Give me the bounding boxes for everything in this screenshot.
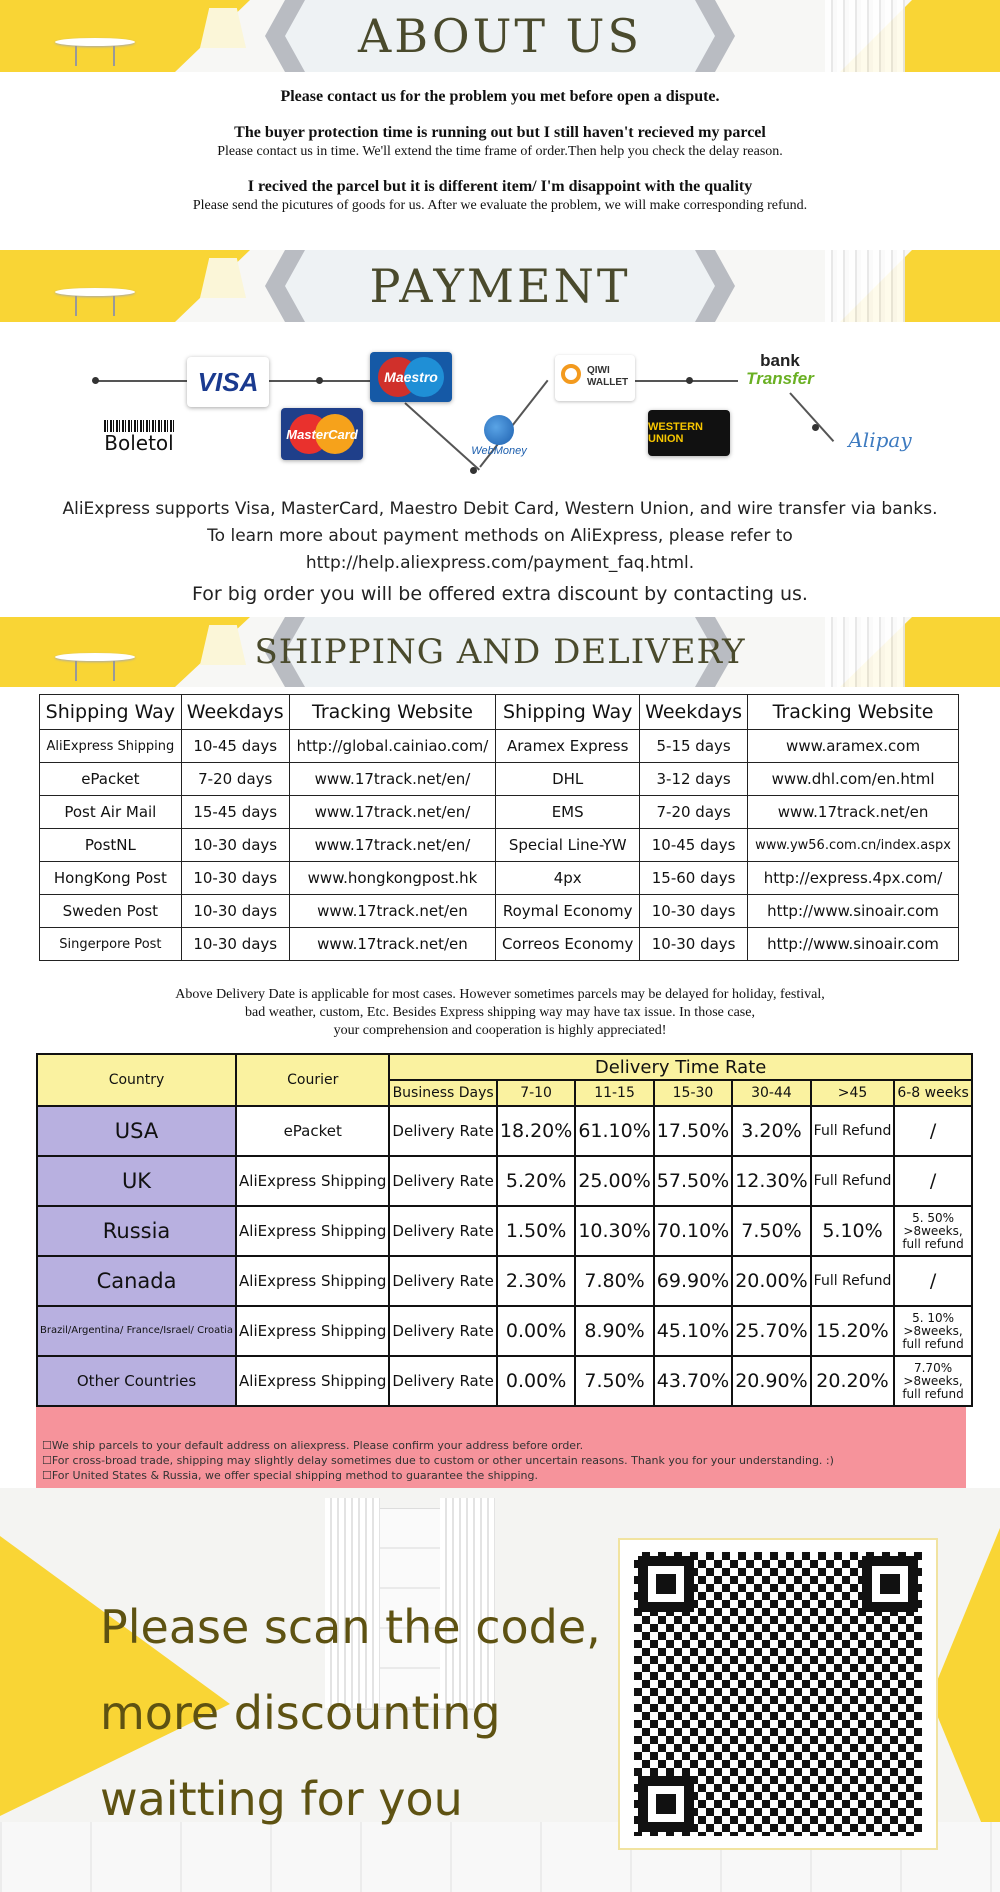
shipping-banner: [0, 617, 1000, 687]
about-q2: I recived the parcel but it is different item/ I'm disappoint with the quality: [247, 178, 753, 195]
boleto-logo: Boletol: [100, 418, 178, 456]
scan-section: [0, 1488, 1000, 1892]
webmoney-logo: WebMoney: [465, 408, 533, 464]
western-union-logo: WESTERN UNION: [648, 410, 730, 456]
payment-banner: [0, 250, 1000, 322]
table-row: Sweden Post 10-30 days www.17track.net/en Roymal Economy 10-30 days http://www.sinoair.com: [40, 895, 959, 928]
table-row: HongKong Post 10-30 days www.hongkongpost.hk 4px 15-60 days http://express.4px.com/: [40, 862, 959, 895]
table-row: UK AliExpress Shipping Delivery Rate 5.20% 25.00% 57.50% 12.30% Full Refund /: [37, 1156, 972, 1206]
about-a1: Please contact us in time. We'll extend the time frame of order.Then help you check the delay reason.: [217, 144, 783, 159]
shipping-table-header: Shipping Way Weekdays Tracking Website Shipping Way Weekdays Tracking Website: [40, 695, 959, 730]
table-row: Post Air Mail 15-45 days www.17track.net/en/ EMS 7-20 days www.17track.net/en: [40, 796, 959, 829]
table-row: ePacket 7-20 days www.17track.net/en/ DHL 3-12 days www.dhl.com/en.html: [40, 763, 959, 796]
qiwi-logo: QIWI WALLET: [555, 355, 635, 401]
table-row: Singerpore Post 10-30 days www.17track.net/en Correos Economy 10-30 days http://www.sinoair.com: [40, 928, 959, 961]
payment-text: [0, 496, 1000, 608]
payment-text-2: To learn more about payment methods on AliExpress, please refer to: [207, 526, 793, 546]
shipping-table: [39, 694, 959, 961]
scan-message: Please scan the code, more discounting waitting for you: [100, 1600, 601, 1826]
delivery-notes: ☐We ship parcels to your default address on aliexpress. Please confirm your address before order. ☐For cross-broad trade, shipping may slightly delay sometimes due to custom or other uncertain reasons. Thank you for your understanding. :) ☐For United States & Russia, we offer special shipping method to guarantee the shipping.: [42, 1439, 834, 1482]
visa-logo: VISA: [187, 357, 269, 407]
shipping-title: SHIPPING AND DELIVERY: [254, 632, 746, 672]
table-row: Brazil/Argentina/ France/Israel/ Croatia AliExpress Shipping Delivery Rate 0.00% 8.90% 45.10% 25.70% 15.20% 5. 10% >8weeks, full refund: [37, 1306, 972, 1356]
delivery-rate-panel: [36, 1053, 969, 1489]
rate-header: Delivery Time Rate: [389, 1054, 971, 1080]
alipay-logo: Alipay: [848, 428, 912, 452]
maestro-logo: Maestro: [370, 352, 452, 402]
table-row: PostNL 10-30 days www.17track.net/en/ Special Line-YW 10-45 days www.yw56.com.cn/index.aspx: [40, 829, 959, 862]
payment-logos: [0, 340, 1000, 480]
payment-faq-link[interactable]: http://help.aliexpress.com/payment_faq.html.: [305, 553, 695, 573]
delivery-note: Above Delivery Date is applicable for most cases. However sometimes parcels may be delayed for holiday, festival, bad weather, custom, Etc. Besides Express shipping way may have tax issue. In those case, your comprehension and cooperation is highly appreciated!: [175, 987, 825, 1038]
table-row: Russia AliExpress Shipping Delivery Rate 1.50% 10.30% 70.10% 7.50% 5.10% 5. 50% >8weeks, full refund: [37, 1206, 972, 1256]
qr-code[interactable]: [618, 1538, 938, 1850]
table-row: Other Countries AliExpress Shipping Delivery Rate 0.00% 7.50% 43.70% 20.90% 20.20% 7.70% >8weeks, full refund: [37, 1356, 972, 1406]
delivery-rate-table: Country Courier Delivery Time Rate Business Days 7-10 11-15 15-30 30-44 >45 6-8 weeks USA ePacket Delivery Rate 18.20% 61.10% 17.50% 3.20% Full Refund / UK AliExpress Shipping Delivery Rate 5.20% 25.00% 57.50% 12.30% Full Refund / Russia AliExpress Shipping Delivery Rate 1.50% 10.30% 70.10% 7.50% 5.10% 5. 50% >8weeks, full refund Canada AliExpress Shipping Delivery Rate 2.30% 7.80% 69.90% 20.00% Full Refund / Brazil/Argentina/ France/Israel/ Croatia AliExpress Shipping Delivery Rate 0.00% 8.90% 45.10% 25.70% 15.20% 5. 10% >8weeks, full refund Other Countries AliExpress Shipping Delivery Rate 0.00% 7.50% 43.70% 20.90% 20.20% 7.70% >8weeks, full refund: [36, 1053, 973, 1407]
table-row: USA ePacket Delivery Rate 18.20% 61.10% 17.50% 3.20% Full Refund /: [37, 1106, 972, 1156]
payment-title: PAYMENT: [369, 259, 631, 313]
about-a2: Please send the picutures of goods for us. After we evaluate the problem, we will make corresponding refund.: [192, 198, 808, 213]
about-q1: The buyer protection time is running out but I still haven't recieved my parcel: [234, 124, 766, 141]
bank-transfer-logo: bank Transfer: [746, 351, 814, 388]
table-row: AliExpress Shipping 10-45 days http://global.cainiao.com/ Aramex Express 5-15 days www.aramex.com: [40, 730, 959, 763]
mastercard-logo: MasterCard: [281, 408, 363, 460]
about-section: [0, 84, 1000, 214]
payment-discount-note: For big order you will be offered extra discount by contacting us.: [192, 583, 808, 605]
about-banner: [0, 0, 1000, 72]
courier-header: Courier: [236, 1054, 389, 1106]
about-title: ABOUT US: [358, 9, 642, 63]
country-header: Country: [37, 1054, 236, 1106]
payment-text-1: AliExpress supports Visa, MasterCard, Maestro Debit Card, Western Union, and wire transfer via banks.: [62, 499, 938, 519]
table-row: Canada AliExpress Shipping Delivery Rate 2.30% 7.80% 69.90% 20.00% Full Refund /: [37, 1256, 972, 1306]
about-line1: Please contact us for the problem you met before open a dispute.: [280, 88, 720, 105]
